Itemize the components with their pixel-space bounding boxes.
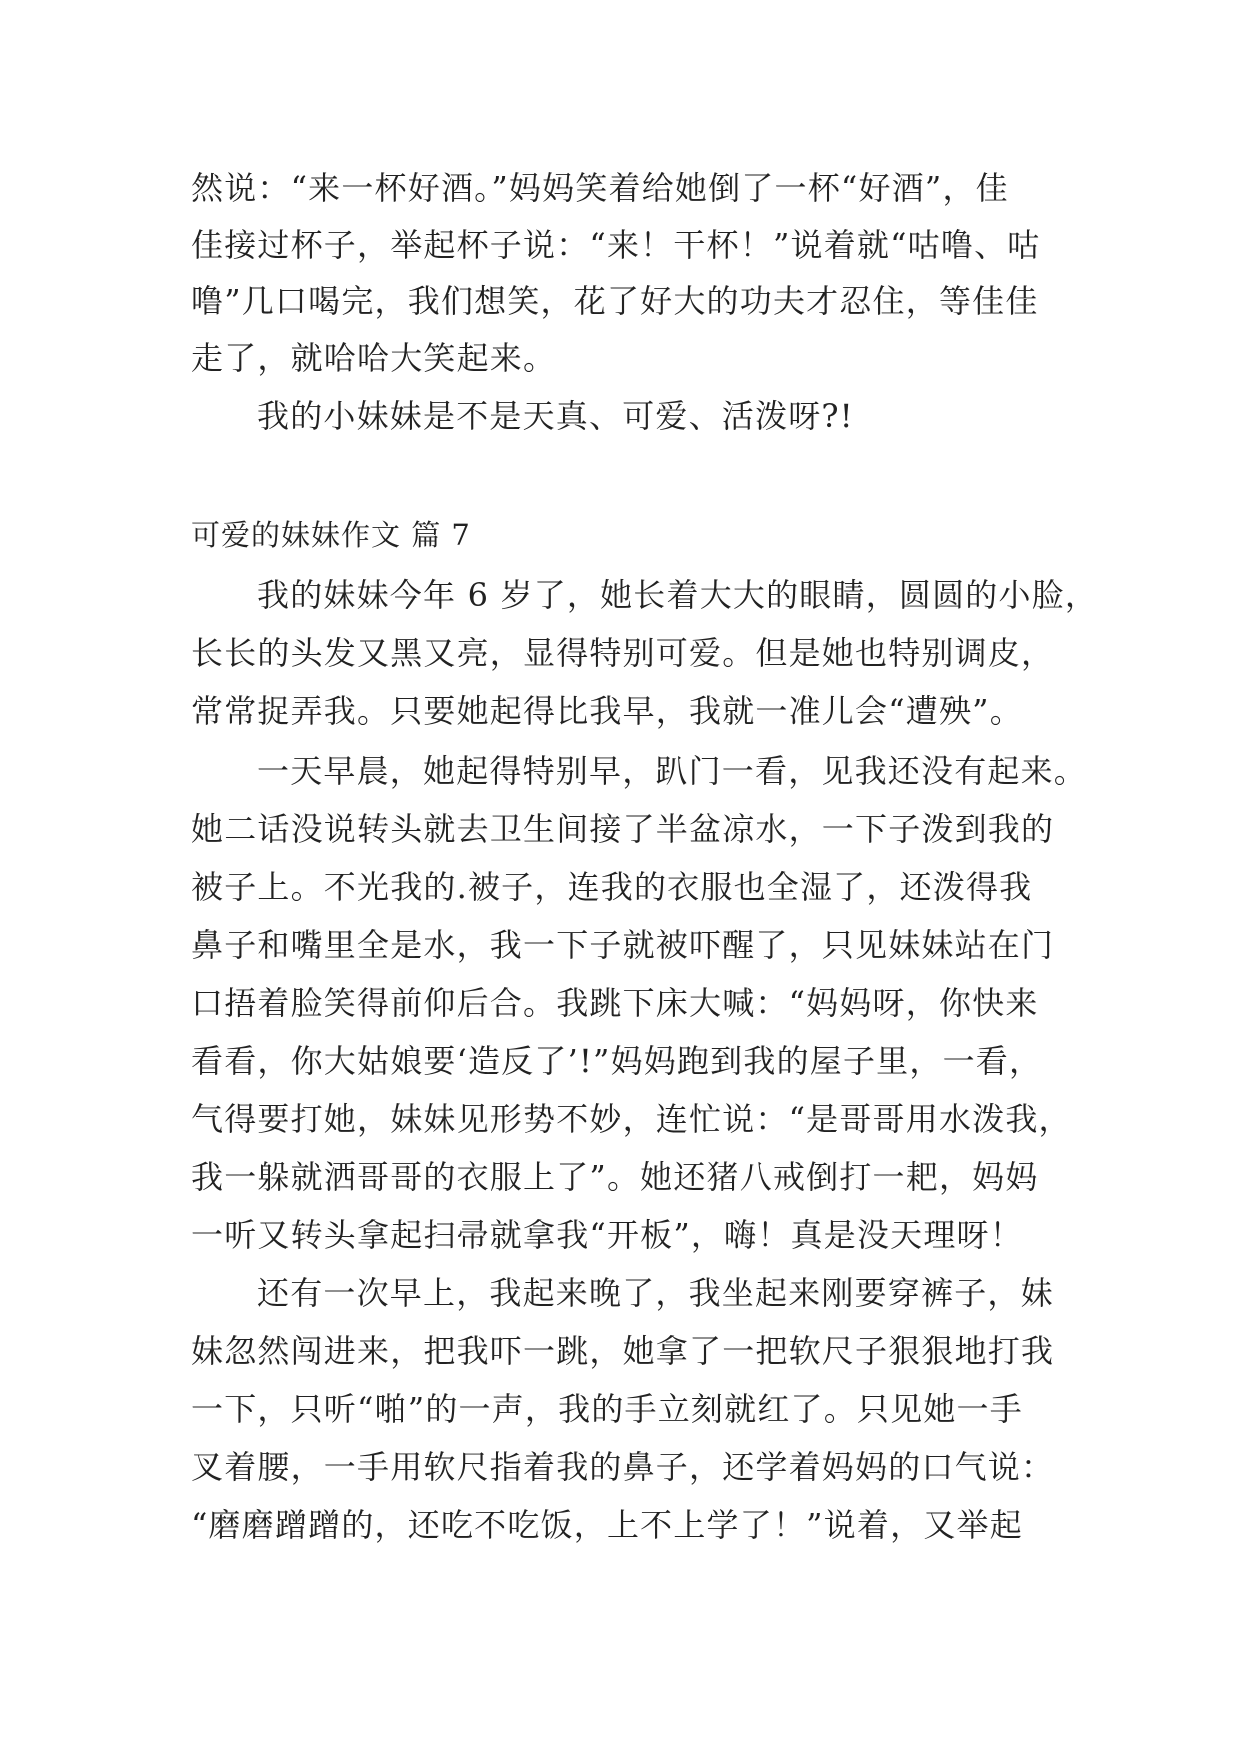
- text-line: 噜”几口喝完，我们想笑，花了好大的功夫才忍住，等佳佳: [191, 282, 1039, 320]
- text-line: “磨磨蹭蹭的，还吃不吃饭，上不上学了！”说着，又举起: [191, 1506, 1023, 1544]
- text-line: 她二话没说转头就去卫生间接了半盆凉水，一下子泼到我的: [191, 810, 1055, 848]
- text-line: 然说：“来一杯好酒。”妈妈笑着给她倒了一杯“好酒”，佳: [191, 169, 1009, 207]
- text-line: 一听又转头拿起扫帚就拿我“开板”，嗨！真是没天理呀！: [191, 1216, 1023, 1254]
- text-line: 气得要打她，妹妹见形势不妙，连忙说：“是哥哥用水泼我，: [191, 1100, 1072, 1138]
- text-line: 口捂着脸笑得前仰后合。我跳下床大喊：“妈妈呀，你快来: [191, 984, 1039, 1022]
- section-heading: 可爱的妹妹作文 篇 7: [191, 518, 471, 552]
- text-line: 一天早晨，她起得特别早，趴门一看，见我还没有起来。: [257, 752, 1088, 790]
- text-line: 一下，只听“啪”的一声，我的手立刻就红了。只见她一手: [191, 1390, 1023, 1428]
- text-line: 被子上。不光我的.被子，连我的衣服也全湿了，还泼得我: [191, 868, 1033, 906]
- text-line: 鼻子和嘴里全是水，我一下子就被吓醒了，只见妹妹站在门: [191, 926, 1055, 964]
- text-line: 走了，就哈哈大笑起来。: [191, 339, 557, 377]
- text-line: 我的妹妹今年 6 岁了，她长着大大的眼睛，圆圆的小脸，: [257, 576, 1099, 614]
- text-line: 看看，你大姑娘要‘造反了’!”妈妈跑到我的屋子里，一看，: [191, 1042, 1043, 1080]
- closing-line: 我的小妹妹是不是天真、可爱、活泼呀?!: [257, 397, 854, 435]
- text-line: 我一躲就洒哥哥的衣服上了”。她还猪八戒倒打一耙，妈妈: [191, 1158, 1039, 1196]
- text-line: 佳接过杯子，举起杯子说：“来！干杯！”说着就“咕噜、咕: [191, 226, 1041, 264]
- text-line: 叉着腰，一手用软尺指着我的鼻子，还学着妈妈的口气说：: [191, 1448, 1055, 1486]
- text-line: 妹忽然闯进来，把我吓一跳，她拿了一把软尺子狠狠地打我: [191, 1332, 1055, 1370]
- text-line: 还有一次早上，我起来晚了，我坐起来刚要穿裤子，妹: [257, 1274, 1054, 1312]
- text-line: 长长的头发又黑又亮，显得特别可爱。但是她也特别调皮，: [191, 634, 1055, 672]
- text-line: 常常捉弄我。只要她起得比我早，我就一准儿会“遭殃”。: [191, 692, 1023, 730]
